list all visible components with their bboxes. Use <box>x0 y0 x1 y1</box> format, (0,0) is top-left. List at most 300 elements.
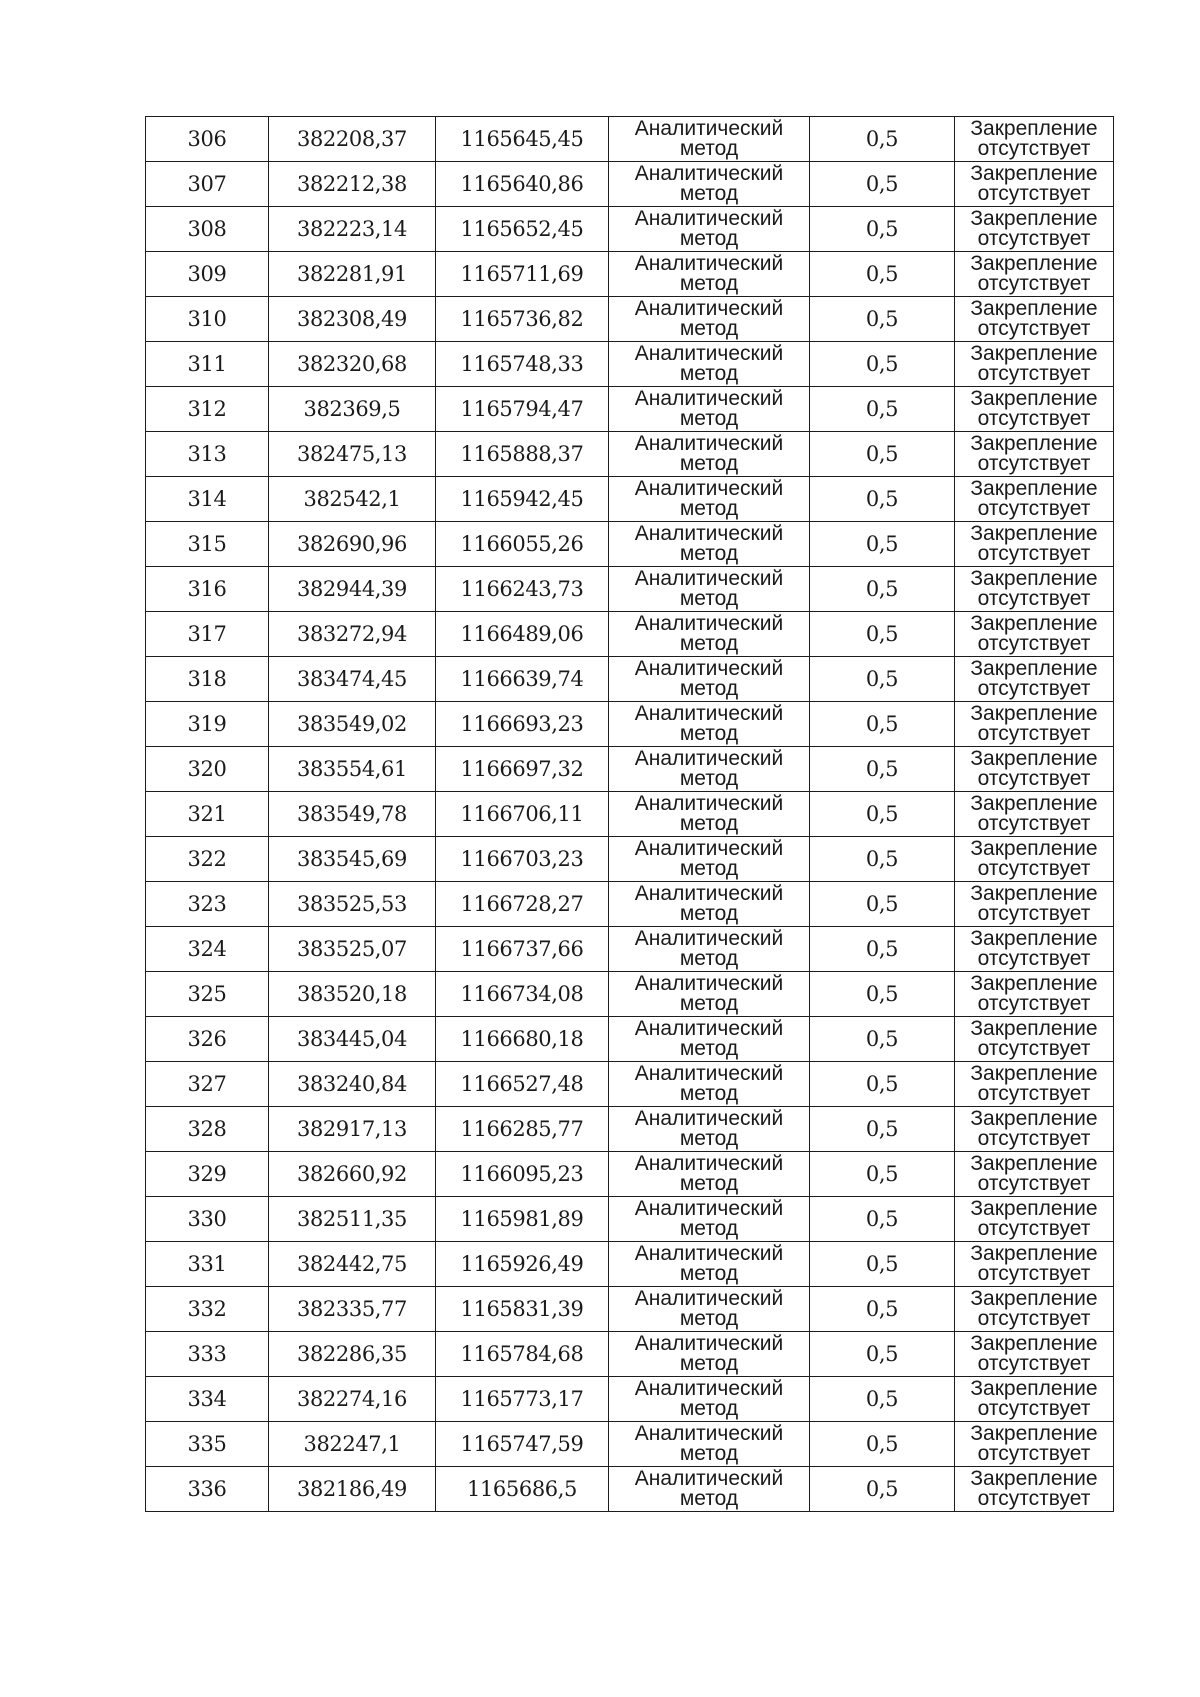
fixing-cell <box>955 432 1114 477</box>
table-row <box>146 1242 1114 1287</box>
coordinate-x-cell: 382369,5 <box>269 387 436 432</box>
fixing-line: отсутствует <box>977 407 1091 430</box>
coordinate-y-cell: 1165747,59 <box>436 1422 609 1467</box>
method-cell <box>609 702 810 747</box>
method-line: метод <box>679 1127 739 1150</box>
method-cell <box>609 1242 810 1287</box>
method-cell <box>609 522 810 567</box>
coordinate-y-cell: 1166728,27 <box>436 882 609 927</box>
coordinate-x-cell: 382281,91 <box>269 252 436 297</box>
method-cell <box>609 1467 810 1512</box>
fixing-line: Закрепление <box>970 927 1098 950</box>
point-number-cell: 310 <box>146 297 269 342</box>
coordinate-x-cell: 382223,14 <box>269 207 436 252</box>
point-number-cell: 319 <box>146 702 269 747</box>
coordinate-x-cell: 382917,13 <box>269 1107 436 1152</box>
fixing-line: отсутствует <box>977 542 1091 565</box>
fixing-cell <box>955 117 1114 162</box>
method-line: метод <box>679 857 739 880</box>
coordinate-y-cell: 1166697,32 <box>436 747 609 792</box>
method-line: Аналитический <box>634 162 784 185</box>
method-line: метод <box>679 902 739 925</box>
coordinate-x-cell: 382511,35 <box>269 1197 436 1242</box>
method-line: метод <box>679 992 739 1015</box>
fixing-line: отсутствует <box>977 1487 1091 1510</box>
fixing-line: Закрепление <box>970 1332 1098 1355</box>
fixing-cell <box>955 702 1114 747</box>
method-cell <box>609 117 810 162</box>
fixing-cell <box>955 747 1114 792</box>
coordinate-x-cell: 382212,38 <box>269 162 436 207</box>
accuracy-cell: 0,5 <box>810 252 955 297</box>
method-cell <box>609 432 810 477</box>
point-number-cell: 327 <box>146 1062 269 1107</box>
fixing-cell <box>955 522 1114 567</box>
point-number-cell: 322 <box>146 837 269 882</box>
method-line: Аналитический <box>634 1332 784 1355</box>
coordinate-x-cell: 382286,35 <box>269 1332 436 1377</box>
accuracy-cell: 0,5 <box>810 747 955 792</box>
fixing-cell <box>955 1467 1114 1512</box>
method-cell <box>609 927 810 972</box>
coordinate-y-cell: 1165942,45 <box>436 477 609 522</box>
method-cell <box>609 1332 810 1377</box>
accuracy-cell: 0,5 <box>810 342 955 387</box>
method-line: метод <box>679 1082 739 1105</box>
accuracy-cell: 0,5 <box>810 297 955 342</box>
coordinate-y-cell: 1166527,48 <box>436 1062 609 1107</box>
fixing-line: отсутствует <box>977 1307 1091 1330</box>
fixing-line: отсутствует <box>977 992 1091 1015</box>
method-line: Аналитический <box>634 252 784 275</box>
accuracy-cell: 0,5 <box>810 837 955 882</box>
accuracy-cell: 0,5 <box>810 1107 955 1152</box>
coordinate-x-cell: 382475,13 <box>269 432 436 477</box>
fixing-cell <box>955 657 1114 702</box>
table-row <box>146 432 1114 477</box>
fixing-line: Закрепление <box>970 1242 1098 1265</box>
accuracy-cell: 0,5 <box>810 927 955 972</box>
point-number-cell: 329 <box>146 1152 269 1197</box>
coordinate-y-cell: 1165645,45 <box>436 117 609 162</box>
method-cell <box>609 972 810 1017</box>
table-row <box>146 1422 1114 1467</box>
coordinate-x-cell: 382308,49 <box>269 297 436 342</box>
fixing-line: отсутствует <box>977 137 1091 160</box>
table-row <box>146 1287 1114 1332</box>
method-line: Аналитический <box>634 1017 784 1040</box>
point-number-cell: 323 <box>146 882 269 927</box>
coordinates-table <box>145 116 1114 1512</box>
method-line: Аналитический <box>634 1062 784 1085</box>
coordinate-x-cell: 382442,75 <box>269 1242 436 1287</box>
table-row <box>146 162 1114 207</box>
coordinate-x-cell: 383520,18 <box>269 972 436 1017</box>
table-row <box>146 1062 1114 1107</box>
method-line: Аналитический <box>634 1467 784 1490</box>
table-row <box>146 1107 1114 1152</box>
coordinate-y-cell: 1165748,33 <box>436 342 609 387</box>
fixing-line: отсутствует <box>977 857 1091 880</box>
fixing-line: отсутствует <box>977 272 1091 295</box>
method-cell <box>609 1377 810 1422</box>
method-cell <box>609 567 810 612</box>
method-cell <box>609 882 810 927</box>
accuracy-cell: 0,5 <box>810 1152 955 1197</box>
table-row <box>146 342 1114 387</box>
fixing-line: Закрепление <box>970 702 1098 725</box>
method-line: метод <box>679 1442 739 1465</box>
accuracy-cell: 0,5 <box>810 1287 955 1332</box>
fixing-line: отсутствует <box>977 182 1091 205</box>
method-line: Аналитический <box>634 1152 784 1175</box>
method-line: метод <box>679 542 739 565</box>
accuracy-cell: 0,5 <box>810 207 955 252</box>
method-cell <box>609 747 810 792</box>
point-number-cell: 313 <box>146 432 269 477</box>
coordinate-y-cell: 1166703,23 <box>436 837 609 882</box>
accuracy-cell: 0,5 <box>810 657 955 702</box>
fixing-line: Закрепление <box>970 342 1098 365</box>
method-line: Аналитический <box>634 972 784 995</box>
accuracy-cell: 0,5 <box>810 387 955 432</box>
point-number-cell: 334 <box>146 1377 269 1422</box>
fixing-line: Закрепление <box>970 657 1098 680</box>
method-cell <box>609 1287 810 1332</box>
coordinate-y-cell: 1165926,49 <box>436 1242 609 1287</box>
method-line: Аналитический <box>634 702 784 725</box>
fixing-line: отсутствует <box>977 317 1091 340</box>
fixing-line: Закрепление <box>970 1107 1098 1130</box>
method-line: метод <box>679 137 739 160</box>
method-line: Аналитический <box>634 477 784 500</box>
accuracy-cell: 0,5 <box>810 1197 955 1242</box>
accuracy-cell: 0,5 <box>810 792 955 837</box>
fixing-line: отсутствует <box>977 1262 1091 1285</box>
table-row <box>146 747 1114 792</box>
fixing-cell <box>955 1017 1114 1062</box>
accuracy-cell: 0,5 <box>810 882 955 927</box>
method-line: метод <box>679 317 739 340</box>
accuracy-cell: 0,5 <box>810 612 955 657</box>
fixing-line: Закрепление <box>970 612 1098 635</box>
fixing-line: отсутствует <box>977 632 1091 655</box>
coordinate-x-cell: 383549,78 <box>269 792 436 837</box>
method-line: Аналитический <box>634 927 784 950</box>
coordinate-y-cell: 1165794,47 <box>436 387 609 432</box>
method-cell <box>609 342 810 387</box>
accuracy-cell: 0,5 <box>810 1467 955 1512</box>
fixing-line: отсутствует <box>977 1397 1091 1420</box>
coordinate-y-cell: 1166706,11 <box>436 792 609 837</box>
fixing-line: Закрепление <box>970 117 1098 140</box>
fixing-line: отсутствует <box>977 587 1091 610</box>
method-line: Аналитический <box>634 1422 784 1445</box>
point-number-cell: 318 <box>146 657 269 702</box>
coordinate-y-cell: 1166243,73 <box>436 567 609 612</box>
method-cell <box>609 387 810 432</box>
method-line: метод <box>679 1217 739 1240</box>
method-line: метод <box>679 947 739 970</box>
table-row <box>146 567 1114 612</box>
method-line: метод <box>679 812 739 835</box>
point-number-cell: 331 <box>146 1242 269 1287</box>
table-row <box>146 522 1114 567</box>
fixing-line: отсутствует <box>977 227 1091 250</box>
coordinate-x-cell: 383525,07 <box>269 927 436 972</box>
method-line: метод <box>679 1487 739 1510</box>
accuracy-cell: 0,5 <box>810 1062 955 1107</box>
method-line: Аналитический <box>634 612 784 635</box>
fixing-line: Закрепление <box>970 1467 1098 1490</box>
method-line: Аналитический <box>634 1287 784 1310</box>
method-line: Аналитический <box>634 657 784 680</box>
method-cell <box>609 207 810 252</box>
fixing-line: Закрепление <box>970 297 1098 320</box>
fixing-line: отсутствует <box>977 497 1091 520</box>
fixing-line: Закрепление <box>970 747 1098 770</box>
method-line: метод <box>679 587 739 610</box>
coordinate-x-cell: 383549,02 <box>269 702 436 747</box>
coordinate-y-cell: 1166095,23 <box>436 1152 609 1197</box>
table-row <box>146 252 1114 297</box>
accuracy-cell: 0,5 <box>810 567 955 612</box>
fixing-line: отсутствует <box>977 1082 1091 1105</box>
table-row <box>146 612 1114 657</box>
method-line: Аналитический <box>634 1107 784 1130</box>
fixing-line: Закрепление <box>970 567 1098 590</box>
fixing-cell <box>955 972 1114 1017</box>
method-cell <box>609 1422 810 1467</box>
table-row <box>146 702 1114 747</box>
fixing-line: Закрепление <box>970 1377 1098 1400</box>
fixing-line: отсутствует <box>977 1172 1091 1195</box>
accuracy-cell: 0,5 <box>810 432 955 477</box>
fixing-cell <box>955 792 1114 837</box>
method-line: Аналитический <box>634 1377 784 1400</box>
point-number-cell: 309 <box>146 252 269 297</box>
coordinate-y-cell: 1166285,77 <box>436 1107 609 1152</box>
table-row <box>146 477 1114 522</box>
point-number-cell: 321 <box>146 792 269 837</box>
fixing-line: Закрепление <box>970 1017 1098 1040</box>
method-line: Аналитический <box>634 297 784 320</box>
table-row <box>146 1017 1114 1062</box>
coordinate-y-cell: 1166055,26 <box>436 522 609 567</box>
coordinate-y-cell: 1166734,08 <box>436 972 609 1017</box>
method-line: метод <box>679 1037 739 1060</box>
fixing-line: Закрепление <box>970 1197 1098 1220</box>
coordinate-y-cell: 1166680,18 <box>436 1017 609 1062</box>
coordinate-y-cell: 1165640,86 <box>436 162 609 207</box>
table-row <box>146 387 1114 432</box>
coordinate-x-cell: 383525,53 <box>269 882 436 927</box>
coordinate-x-cell: 383272,94 <box>269 612 436 657</box>
accuracy-cell: 0,5 <box>810 117 955 162</box>
coordinate-y-cell: 1165784,68 <box>436 1332 609 1377</box>
method-line: метод <box>679 182 739 205</box>
method-line: метод <box>679 677 739 700</box>
accuracy-cell: 0,5 <box>810 1422 955 1467</box>
table-row <box>146 1377 1114 1422</box>
coordinate-x-cell: 382690,96 <box>269 522 436 567</box>
accuracy-cell: 0,5 <box>810 702 955 747</box>
fixing-cell <box>955 1107 1114 1152</box>
method-cell <box>609 1107 810 1152</box>
fixing-cell <box>955 162 1114 207</box>
coordinate-x-cell: 382944,39 <box>269 567 436 612</box>
coordinate-y-cell: 1166737,66 <box>436 927 609 972</box>
method-line: метод <box>679 722 739 745</box>
fixing-line: отсутствует <box>977 722 1091 745</box>
method-line: метод <box>679 632 739 655</box>
coordinate-y-cell: 1165711,69 <box>436 252 609 297</box>
fixing-line: Закрепление <box>970 882 1098 905</box>
table-row <box>146 972 1114 1017</box>
coordinate-x-cell: 382274,16 <box>269 1377 436 1422</box>
method-line: метод <box>679 1352 739 1375</box>
point-number-cell: 306 <box>146 117 269 162</box>
coordinate-y-cell: 1165686,5 <box>436 1467 609 1512</box>
accuracy-cell: 0,5 <box>810 522 955 567</box>
method-cell <box>609 837 810 882</box>
coordinate-x-cell: 383240,84 <box>269 1062 436 1107</box>
method-cell <box>609 792 810 837</box>
table-body <box>146 117 1114 1512</box>
method-line: Аналитический <box>634 1197 784 1220</box>
point-number-cell: 325 <box>146 972 269 1017</box>
method-line: метод <box>679 362 739 385</box>
fixing-cell <box>955 1422 1114 1467</box>
method-line: метод <box>679 497 739 520</box>
method-line: Аналитический <box>634 522 784 545</box>
table-row <box>146 792 1114 837</box>
method-line: Аналитический <box>634 387 784 410</box>
point-number-cell: 324 <box>146 927 269 972</box>
fixing-line: Закрепление <box>970 1422 1098 1445</box>
point-number-cell: 328 <box>146 1107 269 1152</box>
coordinate-y-cell: 1166693,23 <box>436 702 609 747</box>
table-row <box>146 1197 1114 1242</box>
fixing-line: Закрепление <box>970 522 1098 545</box>
coordinate-y-cell: 1165888,37 <box>436 432 609 477</box>
method-line: Аналитический <box>634 342 784 365</box>
fixing-cell <box>955 342 1114 387</box>
fixing-line: Закрепление <box>970 972 1098 995</box>
method-cell <box>609 657 810 702</box>
method-cell <box>609 612 810 657</box>
point-number-cell: 333 <box>146 1332 269 1377</box>
table-row <box>146 117 1114 162</box>
method-line: метод <box>679 1172 739 1195</box>
method-line: Аналитический <box>634 747 784 770</box>
coordinate-x-cell: 383554,61 <box>269 747 436 792</box>
fixing-line: Закрепление <box>970 792 1098 815</box>
coordinate-x-cell: 383445,04 <box>269 1017 436 1062</box>
fixing-cell <box>955 837 1114 882</box>
fixing-line: Закрепление <box>970 432 1098 455</box>
coordinate-y-cell: 1165981,89 <box>436 1197 609 1242</box>
point-number-cell: 332 <box>146 1287 269 1332</box>
method-line: метод <box>679 1307 739 1330</box>
fixing-line: отсутствует <box>977 902 1091 925</box>
coordinate-x-cell: 382247,1 <box>269 1422 436 1467</box>
coordinate-y-cell: 1165831,39 <box>436 1287 609 1332</box>
point-number-cell: 312 <box>146 387 269 432</box>
table-row <box>146 837 1114 882</box>
method-line: Аналитический <box>634 882 784 905</box>
fixing-cell <box>955 882 1114 927</box>
fixing-line: Закрепление <box>970 207 1098 230</box>
point-number-cell: 336 <box>146 1467 269 1512</box>
fixing-line: отсутствует <box>977 1037 1091 1060</box>
method-line: метод <box>679 407 739 430</box>
table-row <box>146 927 1114 972</box>
coordinate-x-cell: 382186,49 <box>269 1467 436 1512</box>
fixing-line: Закрепление <box>970 1287 1098 1310</box>
accuracy-cell: 0,5 <box>810 162 955 207</box>
fixing-line: Закрепление <box>970 1152 1098 1175</box>
method-line: Аналитический <box>634 117 784 140</box>
method-cell <box>609 1062 810 1107</box>
coordinate-y-cell: 1166489,06 <box>436 612 609 657</box>
point-number-cell: 315 <box>146 522 269 567</box>
method-line: Аналитический <box>634 837 784 860</box>
fixing-cell <box>955 1062 1114 1107</box>
fixing-cell <box>955 297 1114 342</box>
point-number-cell: 314 <box>146 477 269 522</box>
coordinate-x-cell: 382335,77 <box>269 1287 436 1332</box>
fixing-line: отсутствует <box>977 1217 1091 1240</box>
fixing-cell <box>955 1242 1114 1287</box>
coordinate-y-cell: 1165773,17 <box>436 1377 609 1422</box>
table-row <box>146 1152 1114 1197</box>
fixing-cell <box>955 1152 1114 1197</box>
fixing-cell <box>955 1197 1114 1242</box>
method-cell <box>609 297 810 342</box>
accuracy-cell: 0,5 <box>810 1017 955 1062</box>
coordinate-y-cell: 1166639,74 <box>436 657 609 702</box>
fixing-line: Закрепление <box>970 162 1098 185</box>
fixing-cell <box>955 477 1114 522</box>
fixing-line: отсутствует <box>977 677 1091 700</box>
table-row <box>146 882 1114 927</box>
point-number-cell: 311 <box>146 342 269 387</box>
method-cell <box>609 477 810 522</box>
fixing-cell <box>955 207 1114 252</box>
point-number-cell: 317 <box>146 612 269 657</box>
method-line: Аналитический <box>634 567 784 590</box>
fixing-line: Закрепление <box>970 837 1098 860</box>
method-line: Аналитический <box>634 1242 784 1265</box>
table-row <box>146 1467 1114 1512</box>
fixing-cell <box>955 1377 1114 1422</box>
method-line: метод <box>679 227 739 250</box>
point-number-cell: 307 <box>146 162 269 207</box>
accuracy-cell: 0,5 <box>810 972 955 1017</box>
accuracy-cell: 0,5 <box>810 1332 955 1377</box>
method-line: Аналитический <box>634 207 784 230</box>
coordinate-x-cell: 383545,69 <box>269 837 436 882</box>
method-cell <box>609 1017 810 1062</box>
coordinate-x-cell: 382542,1 <box>269 477 436 522</box>
accuracy-cell: 0,5 <box>810 477 955 522</box>
fixing-line: отсутствует <box>977 812 1091 835</box>
coordinate-x-cell: 382208,37 <box>269 117 436 162</box>
point-number-cell: 308 <box>146 207 269 252</box>
fixing-cell <box>955 387 1114 432</box>
method-line: метод <box>679 1262 739 1285</box>
